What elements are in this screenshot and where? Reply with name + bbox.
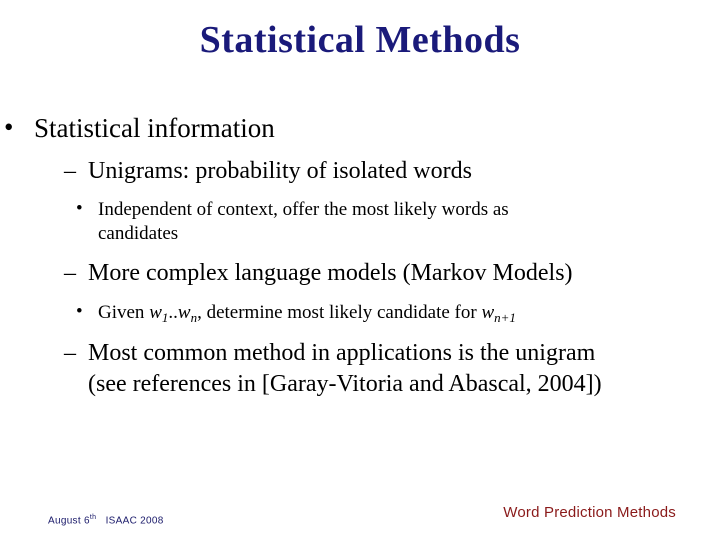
footer-date-event [48, 514, 164, 526]
footer-date: August 6 [48, 515, 90, 527]
footer-date-suffix: th [89, 514, 97, 521]
footer-section-title: Word Prediction Methods [503, 504, 676, 521]
subsubbullet-line1: Independent of context, offer the most likely words as [98, 199, 509, 220]
subbullet-line1: Most common method in applications is the unigram [88, 340, 596, 366]
w-symbol: w [149, 302, 162, 323]
subbullet-text: More complex language models (Markov Models) [88, 260, 573, 286]
bullet-statistical-information [4, 112, 275, 144]
w-symbol: w [481, 302, 495, 323]
determine-text: , determine most likely candidate for [197, 302, 482, 323]
bullet-marker: • [4, 112, 14, 142]
given-text: Given [98, 302, 150, 323]
bullet-text: Statistical information [34, 113, 275, 143]
bullet-marker: • [76, 198, 83, 219]
subsubbullet-given-words [76, 301, 516, 330]
footer-event: ISAAC 2008 [105, 515, 164, 527]
subbullet-most-common-method [64, 338, 602, 400]
subbullet-text: Unigrams: probability of isolated words [88, 158, 472, 184]
subsubbullet-line2: candidates [98, 223, 179, 244]
subbullet-markov-models [64, 258, 573, 289]
slide-title: Statistical Methods [199, 19, 521, 61]
dash-marker: – [64, 340, 76, 366]
subscript-n-plus-1: n+1 [494, 310, 516, 325]
dash-marker: – [64, 158, 76, 184]
subbullet-line2: (see references in [Garay-Vitoria and Abascal, 2004]) [88, 371, 602, 397]
subbullet-unigrams [64, 156, 472, 187]
subscript-n: n [190, 310, 198, 325]
dash-marker: – [64, 260, 76, 286]
subscript-1: 1 [161, 310, 169, 325]
bullet-marker: • [76, 301, 83, 322]
ellipsis-dots: .. [168, 302, 178, 323]
subsubbullet-independent-of-context [76, 198, 509, 246]
w-symbol: w [177, 302, 191, 323]
